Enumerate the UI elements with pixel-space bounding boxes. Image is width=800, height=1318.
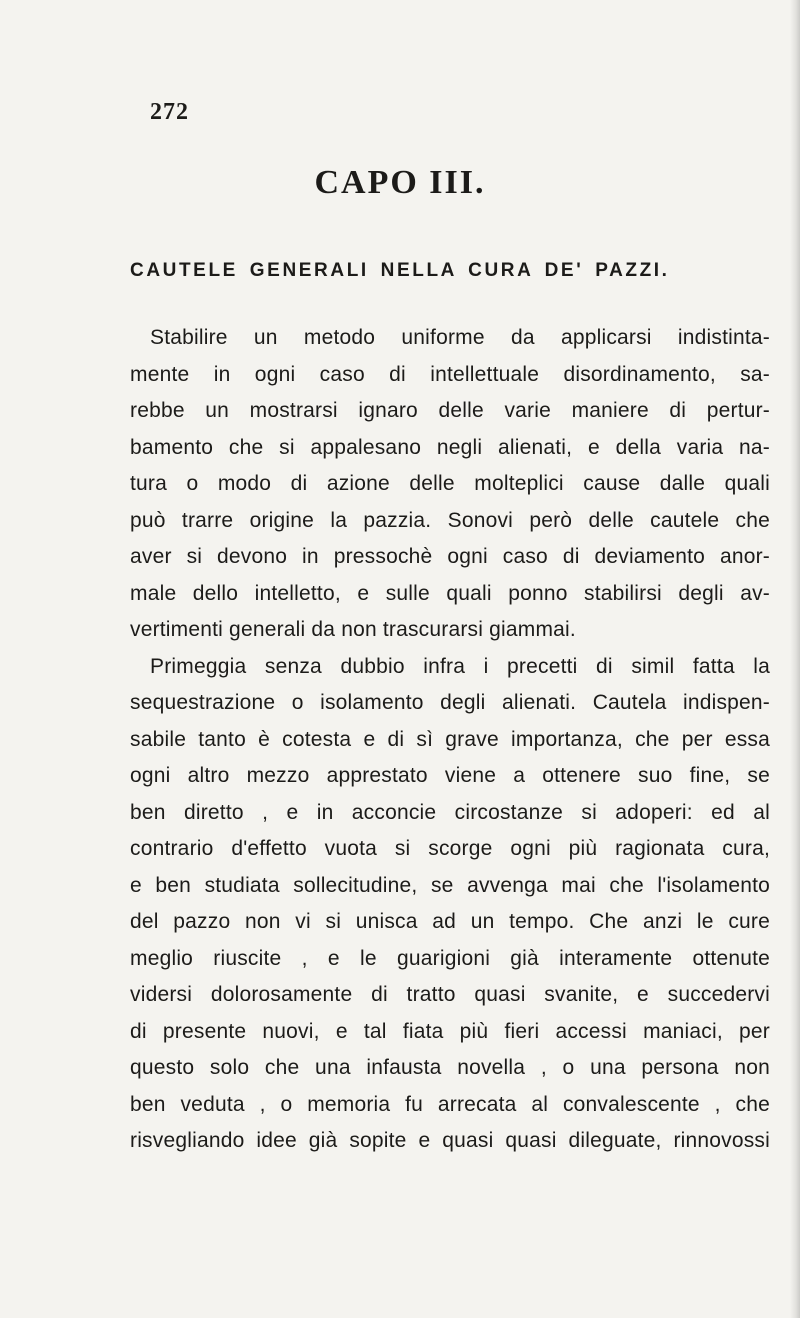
text-line: aver si devono in pressochè ogni caso di deviamento anor- [130,545,770,568]
text-line: mente in ogni caso di intellettuale disordinamento, sa- [130,362,770,386]
page-number: 272 [150,99,189,125]
text-line: vertimenti generali da non trascurarsi giammai. [130,618,576,641]
text-line: e ben studiata sollecitudine, se avvenga mai che l'isolamento [130,873,770,897]
text-line: vidersi dolorosamente di tratto quasi svanite, e succedervi [130,983,770,1006]
text-line: ogni altro mezzo apprestato viene a ottenere suo fine, se [130,764,770,787]
text-line: male dello intelletto, e sulle quali ponno stabilirsi degli av- [130,581,770,605]
text-line: sabile tanto è cotesta e di sì grave importanza, che per essa [130,727,770,751]
text-line: del pazzo non vi si unisca ad un tempo. Che anzi le cure [130,910,770,933]
text-line: meglio riuscite , e le guarigioni già interamente ottenute [130,946,770,970]
text-line: tura o modo di azione delle molteplici cause dalle quali [130,472,770,495]
text-line: risvegliando idee già sopite e quasi quasi dileguate, rinnovossi [130,1129,770,1152]
text-line: contrario d'effetto vuota si scorge ogni più ragionata cura, [130,837,770,860]
text-line: di presente nuovi, e tal fiata più fieri accessi maniaci, per [130,1019,770,1043]
chapter-subtitle: CAUTELE GENERALI NELLA CURA DE' PAZZI. [130,260,670,281]
text-line: può trarre origine la pazzia. Sonovi però delle cautele che [130,508,770,532]
text-line: questo solo che una infausta novella , o una persona non [130,1056,770,1079]
text-line: ben diretto , e in acconcie circostanze si adoperi: ed al [130,800,770,824]
text-line: sequestrazione o isolamento degli alienati. Cautela indispen- [130,691,770,714]
text-line: Stabilire un metodo uniforme da applicarsi indistinta- [150,326,770,349]
chapter-title: CAPO III. [314,164,486,201]
text-line: rebbe un mostrarsi ignaro delle varie maniere di pertur- [130,399,770,422]
text-line: Primeggia senza dubbio infra i precetti di simil fatta la [150,654,770,678]
text-line: ben veduta , o memoria fu arrecata al convalescente , che [130,1092,770,1116]
text-line: bamento che si appalesano negli alienati, e della varia na- [130,435,770,459]
